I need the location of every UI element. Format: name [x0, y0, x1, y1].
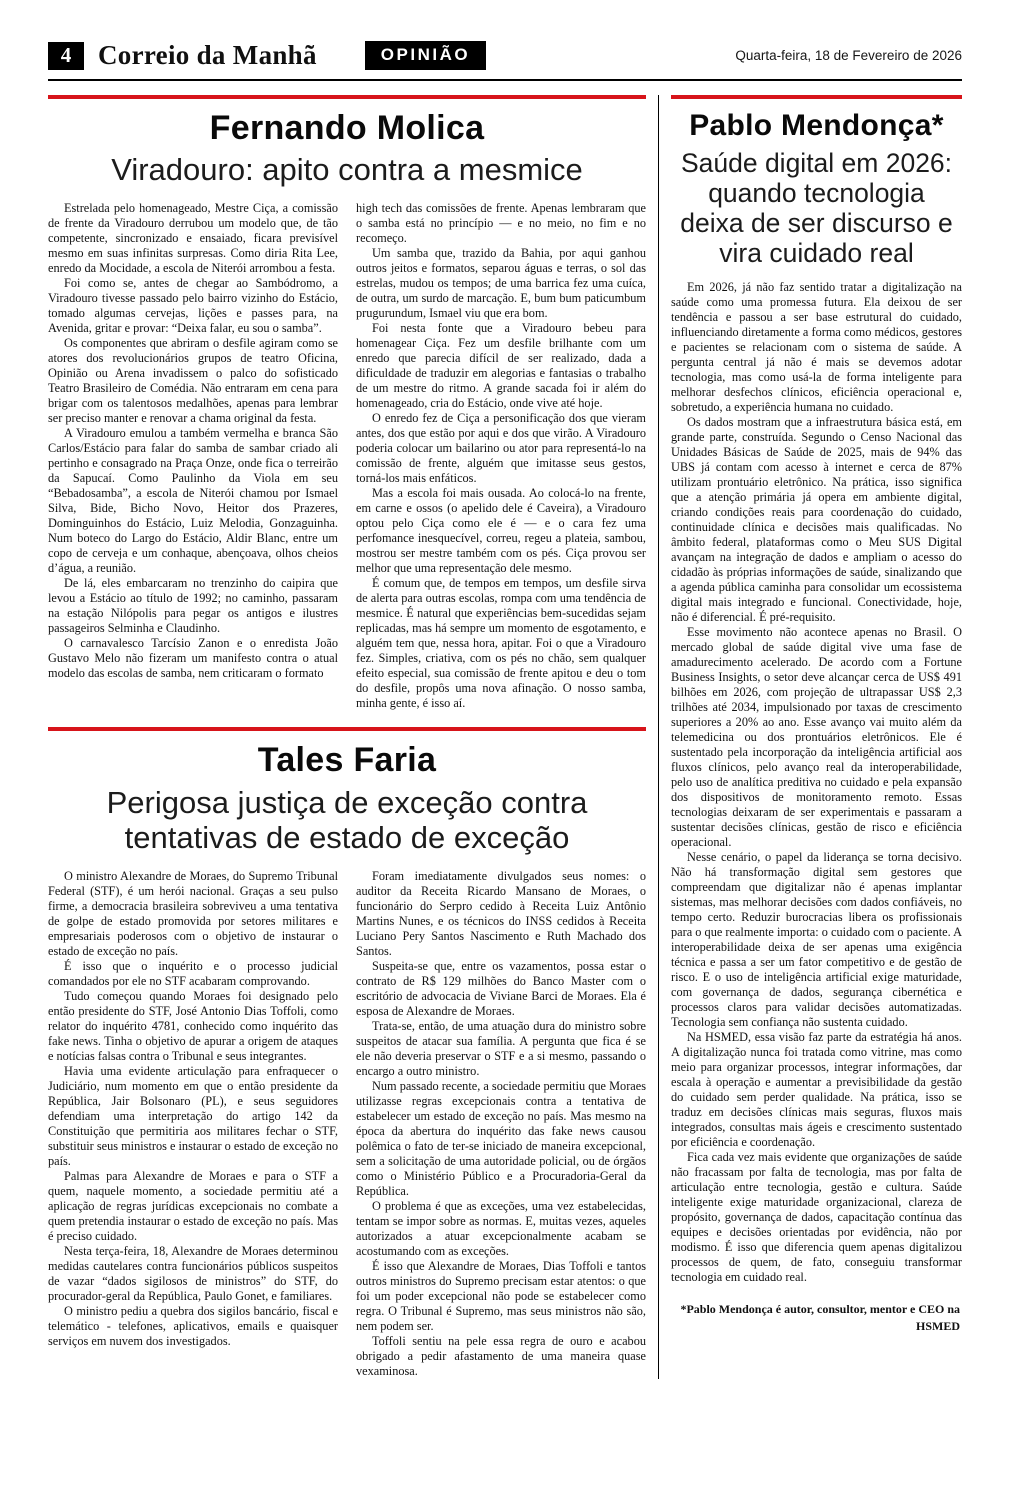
article-headline: Saúde digital em 2026: quando tecnologia deixa de ser discurso e vira cuidado real: [680, 147, 953, 269]
article-top-rule: [48, 95, 646, 99]
edition-date: Quarta-feira, 18 de Fevereiro de 2026: [735, 48, 962, 63]
article-paragraph: O problema é que as exceções, uma vez estabelecidas, tentam se impor sobre as normas. E, muitas vezes, aqueles autorizados a atuar excepcionalmente acabam se acostumando com as exceções.: [356, 1199, 646, 1259]
article-paragraph: Mas a escola foi mais ousada. Ao colocá-lo na frente, em carne e ossos (o apelido dele é Caveira), a Viradouro optou pelo Ciça como ele é — e o cara fez uma perfomance inesquecível, correu, regeu a plateia, sambou, mostrou ser mestre também com os pés. Ciça provou ser melhor que uma representação dele mesmo.: [356, 486, 646, 576]
article-paragraph: É isso que Alexandre de Moraes, Dias Toffoli e tantos outros ministros do Supremo precisam estar atentos: o que foi um poder excepcional não pode se estabelecer como regra. O Tribunal é Supremo, mas seus ministros não são, nem podem ser.: [356, 1259, 646, 1334]
article-paragraph: Na HSMED, essa visão faz parte da estratégia há anos. A digitalização nunca foi tratada como vitrine, mas como meio para organizar processos, integrar informações, dar escala à operação e aumentar a previsibilidade da gestão do cuidado sem perder qualidade. Na prática, isso se traduz em decisões clínicas mais seguras, fluxos mais integrados, consultas mais ágeis e crescimento sustentado por eficiência e coordenação.: [671, 1030, 962, 1150]
article-paragraph: De lá, eles embarcaram no trenzinho do caipira que levou a Estácio ao título de 1992; no caminho, passaram na estação Nilópolis para pegar os antigos e ilustres passageiros Selminha e Claudinho.: [48, 576, 338, 636]
section-badge: OPINIÃO: [365, 41, 486, 70]
right-section: [671, 95, 962, 1379]
left-section: [48, 95, 646, 1379]
article-paragraph: Foram imediatamente divulgados seus nomes: o auditor da Receita Ricardo Mansano de Moraes, o funcionário do Serpro cedido à Receita Luiz Antônio Martins Nunes, e os técnicos do INSS cedidos à Receita Luciano Pery Santos Nascimento e Ruth Machado dos Santos.: [356, 869, 646, 959]
author-name: Pablo Mendonça*: [689, 109, 944, 142]
article-column: [356, 869, 646, 1379]
page-header: [48, 40, 962, 71]
article-column: [48, 869, 338, 1379]
article-paragraph: Nesse cenário, o papel da liderança se torna decisivo. Não há transformação digital sem gestores que compreendam que digitalizar não é apenas implantar sistemas, mas melhorar decisões com dados confiáveis, no tempo certo. Reduzir burocracias libera os profissionais para o que realmente importa: o cuidado com o paciente. A interoperabilidade deixa de ser apenas uma exigência técnica e passa a ser um fator competitivo e de gestão de risco. E o uso de inteligência artificial exige maturidade, com governança de dados, segurança cibernética e processos claros para validar decisões automatizadas. Tecnologia sem confiança não sustenta cuidado.: [671, 850, 962, 1030]
article-paragraph: Estrelada pelo homenageado, Mestre Ciça, a comissão de frente da Viradouro derrubou um modelo que, de tão competente, sincronizado e ensaiado, ficara previsível mesmo em suas infinitas surpresas. Como diria Rita Lee, enredo da Mocidade, a escola de Niterói arrombou a festa.: [48, 201, 338, 276]
article-paragraph: Os dados mostram que a infraestrutura básica está, em grande parte, construída. Segundo o Censo Nacional das Unidades Básicas de Saúde de 2025, mais de 94% das UBS já contam com acesso à internet e cerca de 87% utilizam prontuário eletrônico. Na prática, isso significa que a atenção primária já opera em ambiente digital, criando condições reais para coordenação do cuidado, continuidade clínica e decisões mais qualificadas. No âmbito federal, plataformas como o Meu SUS Digital avançam na integração de dados e ampliam o acesso do cidadão às próprias informações de saúde, sinalizando que a agenda pública caminha para consolidar um ecossistema digital mais integrado e funcional. Conectividade, hoje, não é diferencial. É pré-requisito.: [671, 415, 962, 625]
article-paragraph: O ministro pediu a quebra dos sigilos bancário, fiscal e telemático - telefones, aplicativos, emails e quaisquer serviços em nuvem dos investigados.: [48, 1304, 338, 1349]
article-columns: [48, 201, 646, 711]
article-pablo-mendonca: [671, 95, 962, 1334]
article-tales-faria: [48, 727, 646, 1379]
article-paragraph: Suspeita-se que, entre os vazamentos, possa estar o contrato de R$ 129 milhões do Banco Master com o escritório de advocacia de Viviane Barci de Moraes. Ela é esposa de Alexandre de Moraes.: [356, 959, 646, 1019]
author-name: Fernando Molica: [209, 109, 485, 147]
page-content: [48, 95, 962, 1379]
article-paragraph: Fica cada vez mais evidente que organizações de saúde não fracassam por falta de tecnologia, mas por falta de articulação entre tecnologia, gestão e cultura. Saúde inteligente exige maturidade organizacional, clareza de propósito, governança de dados, capacitação contínua das equipes e decisões orientadas por evidência, não por modismo. É isso que diferencia quem apenas digitalizou processos de quem, de fato, conseguiu transformar tecnologia em cuidado real.: [671, 1150, 962, 1285]
masthead-logo: Correio da Manhã: [98, 40, 317, 70]
article-paragraph: A Viradouro emulou a também vermelha e branca São Carlos/Estácio para falar do samba de sambar criado ali pertinho e consagrado na Praça Onze, onde fica o terreirão da Sapucaí. Como Paulinho da Viola em seu “Bebadosamba”, a escola de Niterói chamou por Ismael Silva, Bide, Bicho Novo, Heitor dos Prazeres, Dominguinhos do Estácio, Luiz Melodia, Gonzaguinha. Num boteco do Largo do Estácio, Aldir Blanc, entre um copo de cerveja e um conhaque, abençoava, olhos cheios d’água, a reunião.: [48, 426, 338, 576]
page-number: 4: [48, 42, 84, 70]
author-name: Tales Faria: [257, 741, 437, 780]
article-top-rule: [48, 727, 646, 731]
article-paragraph: O enredo fez de Ciça a personificação dos que vieram antes, dos que estão por aqui e dos que virão. A Viradouro poderia colocar um bailarino ou ator para representá-lo na comissão de frente, alguém que imitasse seus gestos, torná-los mais enfáticos.: [356, 411, 646, 486]
article-paragraph: É comum que, de tempos em tempos, um desfile sirva de alerta para outras escolas, rompa com uma tendência de mesmice. É natural que experiências bem-sucedidas sejam replicadas, mas há sempre um momento de esgotamento, e alguém tem que, nessa hora, apitar. Foi o que a Viradouro fez. Simples, criativa, com os pés no chão, sem qualquer efeito especial, sua comissão de frente apitou e deu o tom do desfile, propôs uma nova afinação. O nosso samba, minha gente, é isso aí.: [356, 576, 646, 711]
article-paragraph: high tech das comissões de frente. Apenas lembraram que o samba está no princípio — e no meio, no fim e no recomeço.: [356, 201, 646, 246]
article-column: [356, 201, 646, 711]
article-paragraph: Num passado recente, a sociedade permitiu que Moraes utilizasse regras excepcionais contra a tentativa de estabelecer um estado de exceção no país. Mas mesmo na época da abertura do inquérito das fake news causou polêmica o fato de ter-se iniciado de maneira excepcional, sem a solicitação de uma autoridade policial, ou de órgãos como o Ministério Público e a Procuradoria-Geral da República.: [356, 1079, 646, 1199]
article-paragraph: É isso que o inquérito e o processo judicial comandados por ele no STF acabaram comprovando.: [48, 959, 338, 989]
article-column: [671, 280, 962, 1285]
article-paragraph: O ministro Alexandre de Moraes, do Supremo Tribunal Federal (STF), é um herói nacional. Graças a seu pulso firme, a democracia brasileira sobreviveu a uma tentativa de golpe de estado promovida por setores militares e empresariais poderosos com o objetivo de instaurar o estado de exceção no país.: [48, 869, 338, 959]
article-paragraph: Foi nesta fonte que a Viradouro bebeu para homenagear Ciça. Fez um desfile brilhante com um enredo que parecia difícil de ser realizado, dada a dificuldade de traduzir em alegorias e fantasias o trabalho de um mestre do ritmo. A grande sacada foi ir além do homenageado, cria do Estácio, onde vive até hoje.: [356, 321, 646, 411]
article-paragraph: Um samba que, trazido da Bahia, por aqui ganhou outros jeitos e formatos, separou águas e terras, o sol das estrelas, mudou os tempos; de uma barrica fez uma cuíca, de outra, um surdo de marcação. E, bum bum paticumbum prugurundum, Ismael viu que era bom.: [356, 246, 646, 321]
article-paragraph: Nesta terça-feira, 18, Alexandre de Moraes determinou medidas cautelares contra funcionários públicos suspeitos de vazar “dados sigilosos de ministros” do STF, do procurador-geral da República, Paulo Gonet, e familiares.: [48, 1244, 338, 1304]
article-headline: Viradouro: apito contra a mesmice: [111, 152, 583, 188]
author-footnote: *Pablo Mendonça é autor, consultor, mentor e CEO na HSMED: [680, 1302, 960, 1333]
article-paragraph: Em 2026, já não faz sentido tratar a digitalização na saúde como uma promessa futura. Ela deixou de ser tendência e passou a ser base estrutural do cuidado, influenciando diretamente a forma como médicos, gestores e pacientes se relacionam com o sistema de saúde. A pergunta central já não é mais se devemos adotar tecnologia, mas como usá-la de forma inteligente para melhorar desfechos clínicos, eficiência operacional e, sobretudo, a experiência humana no cuidado.: [671, 280, 962, 415]
article-paragraph: O carnavalesco Tarcísio Zanon e o enredista João Gustavo Melo não fizeram um manifesto contra o atual modelo das escolas de samba, nem criticaram o formato: [48, 636, 338, 681]
article-paragraph: Foi como se, antes de chegar ao Sambódromo, a Viradouro tivesse passado pelo bairro vizinho do Estácio, tomado algumas cervejas, lições e passes para, na Avenida, gritar e provar: “Deixa falar, eu sou o samba”.: [48, 276, 338, 336]
article-headline: Perigosa justiça de exceção contra tentativas de estado de exceção: [106, 784, 588, 855]
article-paragraph: Tudo começou quando Moraes foi designado pelo então presidente do STF, José Antonio Dias Toffoli, como relator do inquérito 4781, conhecido como inquérito das fake news. Tinha o objetivo de apurar a origem de ataques e notícias falsas contra o Tribunal e seus integrantes.: [48, 989, 338, 1064]
column-divider: [658, 95, 659, 1379]
article-column: [48, 201, 338, 711]
article-columns: [48, 869, 646, 1379]
article-paragraph: Trata-se, então, de uma atuação dura do ministro sobre suspeitos de atacar sua família. A pergunta que fica é se ele não deveria preservar o STF e a si mesmo, passando o encargo a outro ministro.: [356, 1019, 646, 1079]
article-paragraph: Palmas para Alexandre de Moraes e para o STF a quem, naquele momento, a sociedade permitiu até a aplicação de regras jurídicas excepcionais no combate a quem pretendia instaurar o estado de exceção no país. Mas é preciso cuidado.: [48, 1169, 338, 1244]
article-paragraph: Esse movimento não acontece apenas no Brasil. O mercado global de saúde digital vive uma fase de amadurecimento acelerado. De acordo com a Fortune Business Insights, o setor deve alcançar cerca de US$ 491 bilhões em 2026, com projeção de ultrapassar US$ 2,3 trilhões até 2034, impulsionado por taxas de crescimento superiores a 20% ao ano. Esse avanço vai muito além da telemedicina ou dos prontuários eletrônicos. Ele é sustentado pela incorporação da inteligência artificial aos fluxos clínicos, pelo avanço real da interoperabilidade, pelo uso de analítica preditiva no cuidado e pela expansão dos dispositivos de monitoramento remoto. Essas tecnologias deixaram de ser experimentais e passaram a sustentar decisões clínicas, gestão de risco e eficiência operacional.: [671, 625, 962, 850]
article-paragraph: Havia uma evidente articulação para enfraquecer o Judiciário, num momento em que o então presidente da República, Jair Bolsonaro (PL), e seus seguidores defendiam uma interpretação do artigo 142 da Constituição que permitiria aos militares fechar o STF, substituir seus ministros e instaurar o estado de exceção no país.: [48, 1064, 338, 1169]
article-fernando-molica: [48, 95, 646, 711]
header-rule: [48, 79, 962, 81]
article-paragraph: Toffoli sentiu na pele essa regra de ouro e acabou obrigado a pedir afastamento de uma maneira quase vexaminosa.: [356, 1334, 646, 1379]
article-paragraph: Os componentes que abriram o desfile agiram como se atores dos revolucionários grupos de teatro Oficina, Opinião ou Arena invadissem o palco do sofisticado Teatro Brasileiro de Comédia. Não entraram em cena para brigar com os talentosos medalhões, apenas para lembrar ser preciso manter e renovar a chama original da festa.: [48, 336, 338, 426]
article-top-rule: [671, 95, 962, 99]
